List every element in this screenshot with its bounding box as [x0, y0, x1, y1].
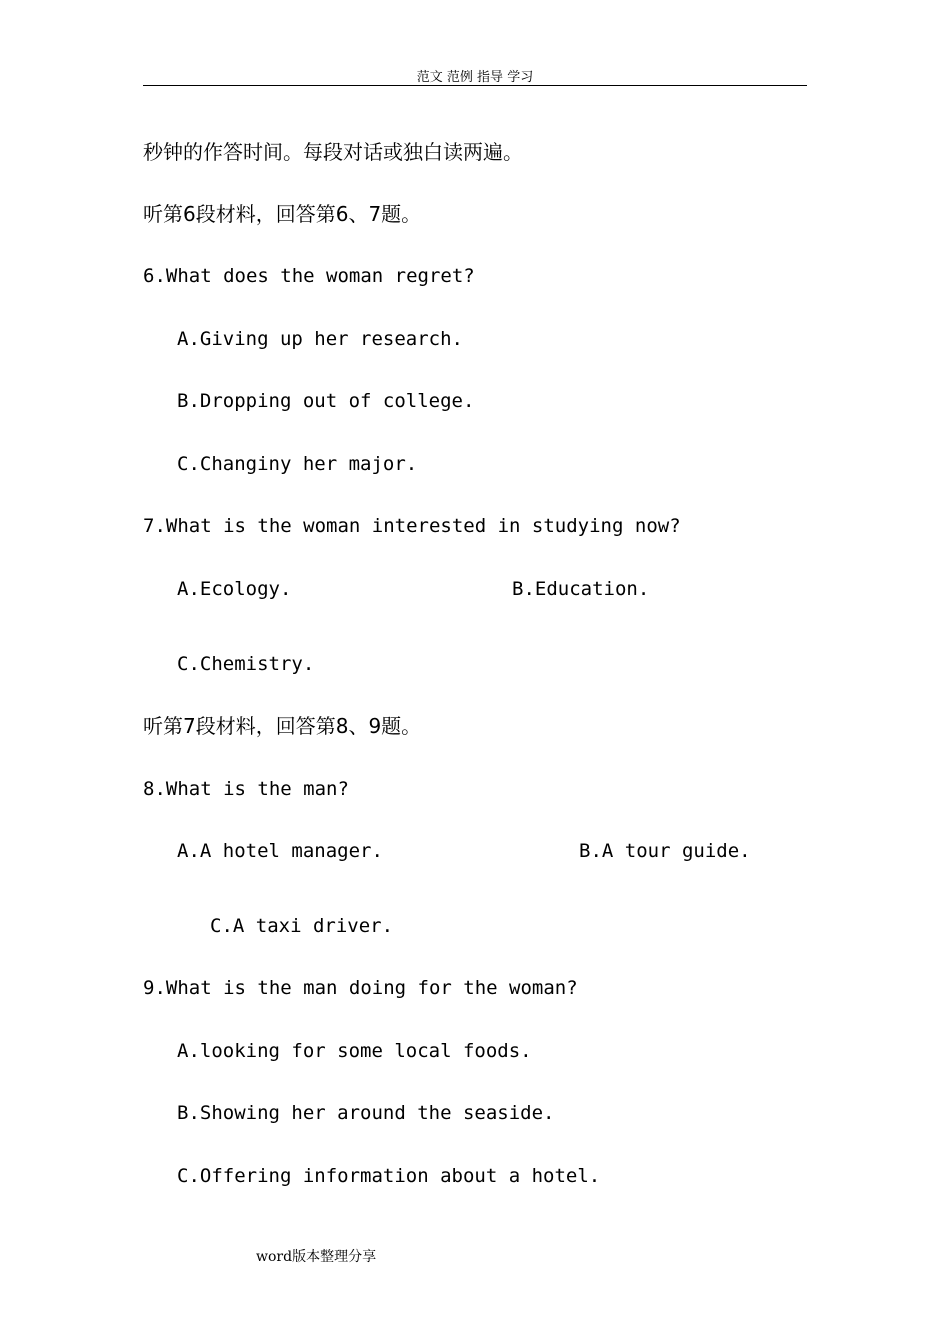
page-footer: word版本整理分享: [256, 1249, 377, 1265]
q7-option-c: C.Chemistry.: [177, 653, 315, 675]
q8-option-b: B.A tour guide.: [579, 840, 751, 862]
q6-option-c: C.Changiny her major.: [177, 453, 418, 475]
section-7-heading: 听第7段材料，回答第8、9题。: [143, 714, 422, 738]
q6-option-b: B.Dropping out of college.: [177, 390, 475, 412]
q6-option-a: A.Giving up her research.: [177, 328, 463, 350]
q9-option-a: A.looking for some local foods.: [177, 1040, 532, 1062]
question-6: 6.What does the woman regret?: [143, 265, 475, 287]
section-6-heading: 听第6段材料，回答第6、7题。: [143, 202, 422, 226]
question-9: 9.What is the man doing for the woman?: [143, 977, 578, 999]
q9-option-b: B.Showing her around the seaside.: [177, 1102, 555, 1124]
q9-option-c: C.Offering information about a hotel.: [177, 1165, 601, 1187]
page-header: 范文 范例 指导 学习: [416, 70, 534, 85]
q7-option-a: A.Ecology.: [177, 578, 292, 600]
question-8: 8.What is the man?: [143, 778, 349, 800]
question-7: 7.What is the woman interested in studying now?: [143, 515, 681, 537]
intro-text: 秒钟的作答时间。每段对话或独白读两遍。: [143, 140, 523, 164]
q8-option-c: C.A taxi driver.: [210, 915, 394, 937]
header-divider: [143, 85, 807, 86]
q7-option-b: B.Education.: [512, 578, 650, 600]
q8-option-a: A.A hotel manager.: [177, 840, 383, 862]
